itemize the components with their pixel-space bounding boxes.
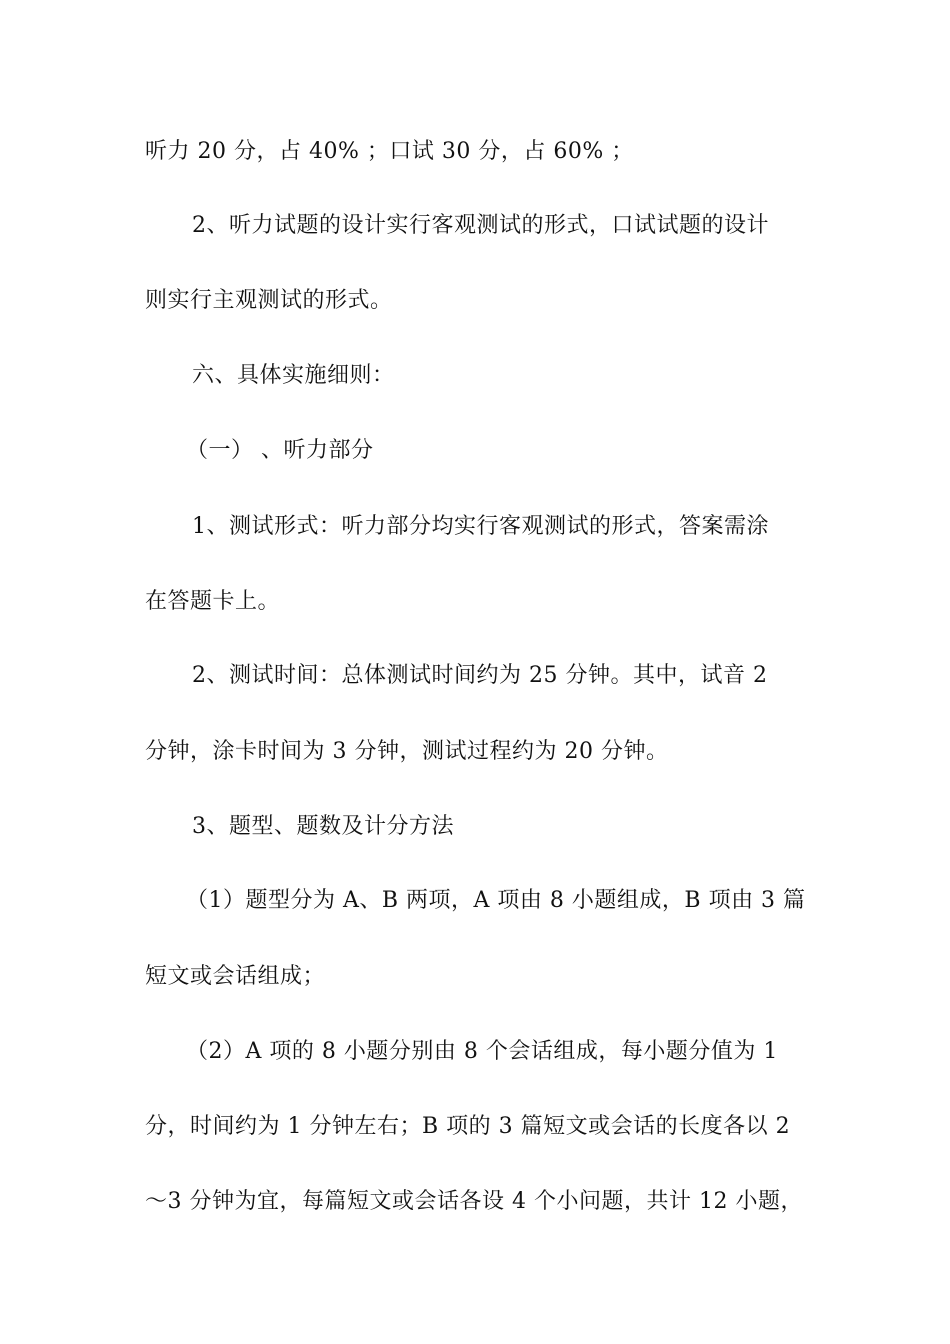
text-line-test-form-end: 在答题卡上。 xyxy=(145,589,281,614)
text-line-types-2-start: （2）A 项的 8 小题分别由 8 个会话组成，每小题分值为 1 xyxy=(186,1039,778,1064)
text-line-item-2-start: 2、听力试题的设计实行客观测试的形式，口试试题的设计 xyxy=(192,213,769,238)
text-line-question-types-heading: 3、题型、题数及计分方法 xyxy=(192,814,454,839)
text-line-types-1-start: （1）题型分为 A、B 两项，A 项由 8 小题组成，B 项由 3 篇 xyxy=(186,888,806,913)
text-line-item-2-end: 则实行主观测试的形式。 xyxy=(145,288,393,313)
text-line-test-time-start: 2、测试时间：总体测试时间约为 25 分钟。其中，试音 2 xyxy=(192,663,768,688)
section-heading-six: 六、具体实施细则： xyxy=(192,363,395,388)
text-line-types-1-end: 短文或会话组成； xyxy=(145,964,326,989)
subsection-heading-listening: （一） 、听力部分 xyxy=(186,438,374,463)
text-line-test-time-end: 分钟，涂卡时间为 3 分钟，测试过程约为 20 分钟。 xyxy=(145,739,669,764)
text-line-types-2-end: ～3 分钟为宜，每篇短文或会话各设 4 个小问题，共计 12 小题， xyxy=(145,1189,803,1214)
text-line-test-form-start: 1、测试形式：听力部分均实行客观测试的形式，答案需涂 xyxy=(192,514,769,539)
text-line-types-2-middle: 分，时间约为 1 分钟左右；B 项的 3 篇短文或会话的长度各以 2 xyxy=(145,1114,791,1139)
text-line-score-split: 听力 20 分，占 40% ；口试 30 分，占 60% ； xyxy=(145,139,634,164)
